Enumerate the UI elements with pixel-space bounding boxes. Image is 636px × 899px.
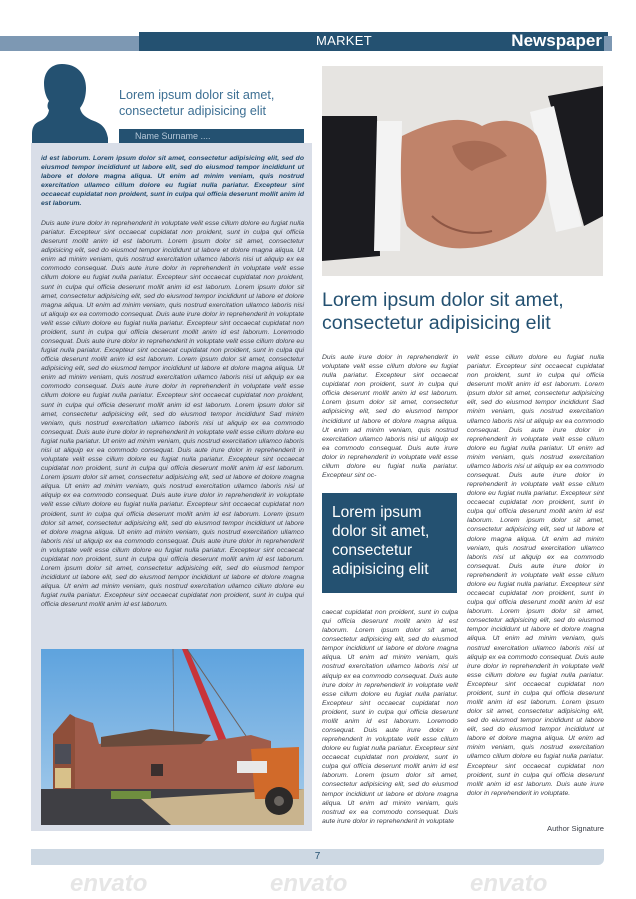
header-accent-bar-right (604, 36, 612, 51)
demolition-photo (41, 649, 304, 825)
handshake-photo (322, 66, 603, 276)
watermark-logo: envato (70, 870, 148, 897)
watermark-logo: envato (470, 870, 548, 897)
article-column-1-bottom: caecat cupidatat non proident, sunt in culpa qui officia deserunt mollit anim id est laborum. Lorem ipsum dolor sit amet, consectetur adipisicing elit, sed do eiusmod tempor incididunt ut labore et dolore magna aliqua. Ut enim ad minim veniam, quis nostrud exercitation ullamco laboris nisi ut aliquip ex ea commodo consequat. Duis aute irure dolor in reprehenderit in voluptate velit esse cillum dolore eu fugiat nulla pariatur. Excepteur sint occaecat cupidatat non proident, sunt in culpa qui officia deserunt mollit anim id est laborum. Loremodo consequat. Duis aute irure dolor in reprehenderit in voluptate velit esse cillum dolore eu fugiat nulla pariatur. Excepteur sint occaecat cupidatat non proident, sunt in culpa qui officia deserunt mollit anim id est laborum. Lorem ipsum dolor sit amet, consectetur adipisicing elit, sed do eiusmod tempor incididunt ut labore et dolore magna aliqua. Ut enim ad minim veniam, quis nostrud ex ea commodo consequat. Duis aute irure dolor in reprehenderit in voluptate (322, 609, 458, 825)
left-body-text: Duis aute irure dolor in reprehenderit in voluptate velit esse cillum dolore eu fugiat nulla pariatur. Excepteur sint occaecat cupidatat non proident, sunt in culpa qui officia deserunt mollit anim id est laborum. Lorem ipsum dolor sit amet, consectetur adipisicing elit, sed do eiusmod tempor incididunt ut labore et dolore magna aliqua. Ut enim ad minim veniam, quis nostrud exercitation ullamco laboris nisi ut aliquip ex ea commodo consequat. Duis aute irure dolor in reprehenderit in voluptate velit esse cillum dolore eu fugiat nulla pariatur. Excepteur sint occaecat cupidatat non proident, sunt in culpa qui officia deserunt mollit anim id est laborum. Lorem ipsum dolor sit amet, consectetur adipisicing elit, sed do eiusmod tempor incididunt ut labore et dolore magna aliqua. Ut enim ad minim veniam, quis nostrud exercitation ullamco laboris nisi ut aliquip ex ea commodo consequat. Duis aute irure dolor in reprehenderit in voluptate velit esse cillum dolore eu fugiat nulla pariatur. Excepteur sint occaecat cupidatat non proident, sunt in culpa qui officia deserunt mollit anim id est laborum. Loremodo consequat. Duis aute irure dolor in reprehenderit in voluptate velit esse cillum dolore eu fugiat nulla pariatur. Excepteur sint occaecat cupidatat non proident, sunt in culpa qui officia deserunt mollit anim id est laborum. Lorem ipsum dolor sit amet, consectetur adipisicing elit, sed do eiusmod tempor incididunt ut labore et dolore magna aliqua. Ut enim ad minim veniam, quis nostrud exercitation ullamco laboris nisi ut aliquip ex ea commodo consequat. Duis aute irure dolor in reprehenderit in voluptate velit esse cillum dolore eu fugiat nulla pariatur. Excepteur sint occaecat cupidatat non proident, sunt in culpa qui officia deserunt mollit anim id est laborum. Lorem ipsum dolor sit amet, consectetur adipisicing elit, sed do eiusmod tempor incididunt Sad minim veniam, quis nostrud exercitation ullamco laboris nisi ut aliquip ex ea commodo consequat. Duis aute irure dolor in reprehenderit in voluptate velit esse cillum dolore eu fugiat nulla pariatur. Ut enim ad minim veniam, quis nostrud exercitation ullamco laboris nisi ut aliquip ex ea commodo consequat. Duis aute irure dolor in reprehenderit in voluptate velit esse cillum dolore eu fugiat nulla pariatur. Excepteur sint occaecat cupidatat non proident, sunt in culpa qui officia deserunt mollit anim id est laborum. Lorem ipsum dolor sit amet, consectetur adipisicing elit, sed ut labore et dolore magna aliqua. Ut enim ad minim veniam, quis nostrud exercitation ullamco laboris nisi ut aliquip ex ea commodo consequat. Duis aute irure dolor in reprehenderit in voluptate velit esse cillum dolore eu fugiat nulla pariatur. Excepteur sint occaecat cupidatat non proident, sunt in culpa qui officia deserunt mollit anim id est laborum. Lorem ipsum dolor sit amet, consectetur adipisicing elit, sed do eiusmod tempor incididunt ut labore et dolore magna aliqua. Ut enim ad minim veniam, quis nostrud exercitation ullamco laboris nisi ut aliquip ex ea commodo consequat. Duis aute irure dolor in reprehenderit in voluptate velit esse cillum dolore eu fugiat nulla pariatur. Excepteur sint occaecat cupidatat non proident, sunt in culpa qui officia deserunt mollit anim id est laborum. Lorem ipsum dolor sit amet, consectetur adipisicing elit, sed do eiusmod tempor incididunt ut labore elit, sed do eiusmod tempor incididunt ut labore et dolore magna aliqua. Ut enim ad minim veniam, quis nostrud exercitation ullamco cillum dolore eu fugiat nulla pariatur. Excepteur sint occaecat cupidatat non proident, sunt in culpa qui officia deserunt mollit anim id est laborum. (41, 220, 304, 609)
article-column-1-top: Duis aute irure dolor in reprehenderit in voluptate velit esse cillum dolore eu fugiat nulla pariatur. Excepteur sint occaecat cupidatat non proident, sunt in culpa qui officia deserunt mollit anim id est laborum. Lorem ipsum dolor sit amet, consectetur adipisicing elit, sed do eiusmod tempor incididunt ut labore et dolore magna aliqua. Ut enim ad minim veniam, quis nostrud exercitation ullamco laboris nisi ut aliquip ex ea commodo consequat. Duis aute irure dolor in reprehenderit in voluptate velit esse cillum dolore eu fugiat nulla pariatur. Excepteur sint oc- (322, 354, 458, 480)
person-silhouette-icon (32, 64, 108, 145)
author-quote: Lorem ipsum dolor sit amet, consectetur adipisicing elit (119, 88, 275, 118)
author-signature: Author Signature (547, 824, 604, 833)
article-headline: Lorem ipsum dolor sit amet, consectetur adipisicing elit (322, 289, 564, 334)
watermark-logo: envato (270, 870, 348, 897)
header-accent-bar-left (0, 36, 140, 51)
page-number: 7 (314, 851, 321, 862)
pull-quote: Lorem ipsum dolor sit amet, consectetur adipisicing elit (332, 504, 430, 578)
newspaper-brand: Newspaper (511, 31, 602, 50)
author-name: Name Surname .... (135, 131, 211, 141)
lead-paragraph: id est laborum. Lorem ipsum dolor sit amet, consectetur adipisicing elit, sed do eiusmod tempor incididunt ut labore elit, sed do eiusmod tempor incididunt ut labore et dolore magna aliqua. Ut enim ad minim veniam, quis nostrud exercitation ullamco cillum dolore eu fugiat nulla pariatur. Excepteur sint occaecat cupidatat non proident, sunt in culpa qui officia deserunt mollit anim id est laborum. (41, 155, 304, 208)
section-label: MARKET (316, 33, 372, 48)
article-column-2: velit esse cillum dolore eu fugiat nulla pariatur. Excepteur sint occaecat cupidatat non proident, sunt in culpa qui officia deserunt mollit anim id est laborum. Lorem ipsum dolor sit amet, consectetur adipisicing elit, sed do eiusmod tempor incididunt Sad minim veniam, quis nostrud exercitation ullamco laboris nisi ut aliquip ex ea commodo consequat. Duis aute irure dolor in reprehenderit in voluptate velit esse cillum dolore eu fugiat nulla pariatur. Ut enim ad minim veniam, quis nostrud exercitation ullamco laboris nisi ut aliquip ex ea commodo consequat. Duis aute irure dolor in reprehenderit in voluptate velit esse cillum dolore eu fugiat nulla pariatur. Excepteur sint occaecat cupidatat non proident, sunt in culpa qui officia deserunt mollit anim id est laborum. Lorem ipsum dolor sit amet, consectetur adipisicing elit, sed ut labore et dolore magna aliqua. Ut enim ad minim veniam, quis nostrud exercitation ullamco laboris nisi ut aliquip ex ea commodo consequat. Duis aute irure dolor in reprehenderit in voluptate velit esse cillum dolore eu fugiat nulla pariatur. Excepteur sint occaecat cupidatat non proident, sunt in culpa qui officia deserunt mollit anim id est laborum. Lorem ipsum dolor sit amet, consectetur adipisicing elit, sed do eiusmod tempor incididunt ut labore et dolore magna aliqua. Ut enim ad minim veniam, quis nostrud exercitation ullamco laboris nisi ut aliquip ex ea commodo consequat. Duis aute irure dolor in reprehenderit in voluptate velit esse cillum dolore eu fugiat nulla pariatur. Excepteur sint occaecat cupidatat non proident, sunt in culpa qui officia deserunt mollit anim id est laborum. Lorem ipsum dolor sit amet, consectetur adipisicing elit, sed do eiusmod tempor incididunt ut labore elit, sed do eiusmod tempor incididunt ut labore et dolore magna aliqua. Ut enim ad minim veniam, quis nostrud exercitation ullamco cillum dolore eu fugiat nulla pariatur. Excepteur sint occaecat cupidatat non proident, sunt in culpa qui officia deserunt mollit anim id est laborum. Duis aute irure dolor in reprehenderit in voluptate. (467, 354, 604, 797)
